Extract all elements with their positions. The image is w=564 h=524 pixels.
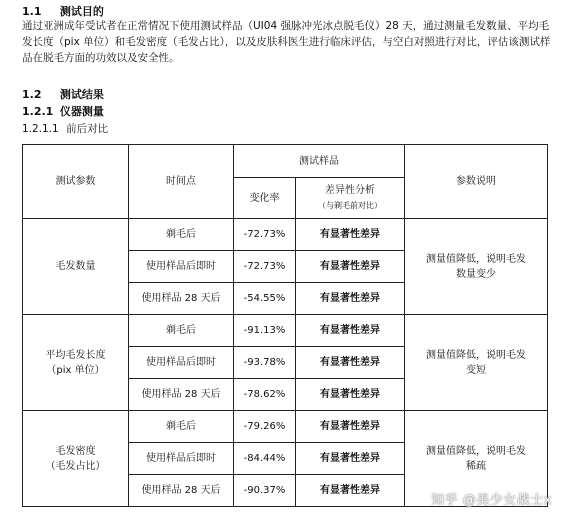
section-title: 测试结果 [59,88,104,101]
time-cell: 剃毛后 [129,411,234,443]
diff-cell: 有显著性差异 [296,443,405,475]
change-cell: -72.73% [234,219,296,251]
header-explain: 参数说明 [405,145,548,219]
explain-line: 测量值降低，说明毛发 [426,253,526,265]
explain-cell [405,315,548,411]
time-cell: 使用样品后即时 [129,347,234,379]
explain-line: 数量变少 [456,268,496,280]
time-cell: 使用样品 28 天后 [129,475,234,507]
watermark: 知乎 @美少女战士x [431,493,552,508]
time-cell: 使用样品 28 天后 [129,283,234,315]
header-time: 时间点 [129,145,234,219]
section-number: 1.2 [22,88,42,101]
change-cell: -84.44% [234,443,296,475]
table-row [23,315,548,347]
param-line: 毛发数量 [55,261,96,272]
section-title: 仪器测量 [59,105,104,118]
subsection-number: 1.2.1.1 [22,123,59,135]
section-heading-1-2-1 [22,103,104,119]
diff-cell: 有显著性差异 [296,315,405,347]
param-cell [23,315,129,411]
time-cell: 使用样品后即时 [129,443,234,475]
change-cell: -93.78% [234,347,296,379]
header-diff [296,178,405,219]
header-sample: 测试样品 [234,145,405,178]
header-change: 变化率 [234,178,296,219]
subsection-title: 前后对比 [66,123,109,135]
section-heading-1-2 [22,86,104,102]
param-cell [23,219,129,315]
section-number: 1.2.1 [22,105,54,118]
time-cell: 使用样品 28 天后 [129,379,234,411]
time-cell: 剃毛后 [129,219,234,251]
explain-line: 测量值降低，说明毛发 [426,445,526,457]
results-table [22,144,548,507]
table-row [23,411,548,443]
header-diff-note: （与剃毛前对比） [318,201,382,210]
section-number: 1.1 [22,5,42,18]
explain-line: 稀疏 [466,460,486,472]
change-cell: -91.13% [234,315,296,347]
change-cell: -90.37% [234,475,296,507]
change-cell: -54.55% [234,283,296,315]
subsection-heading-1-2-1-1 [22,121,108,136]
diff-cell: 有显著性差异 [296,379,405,411]
change-cell: -79.26% [234,411,296,443]
diff-cell: 有显著性差异 [296,475,405,507]
purpose-paragraph: 通过亚洲成年受试者在正常情况下使用测试样品（UI04 强脉冲光冰点脱毛仪）28 天，通过测量毛发数量、平均毛发长度（pix 单位）和毛发密度（毛发占比），以及皮肤科医生进行临床评估，与空白对照进行对比，评估该测试样品在脱毛方面的功效以及安全性。 [22,20,551,64]
time-cell: 使用样品后即时 [129,251,234,283]
table-header-row [23,145,548,178]
change-cell: -72.73% [234,251,296,283]
table-row [23,219,548,251]
section-title: 测试目的 [59,5,104,18]
explain-cell [405,219,548,315]
time-cell: 剃毛后 [129,315,234,347]
param-line: 毛发密度 [55,445,96,457]
section-heading-1-1 [22,3,104,19]
explain-line: 测量值降低，说明毛发 [426,349,526,361]
header-param: 测试参数 [23,145,129,219]
header-diff-label: 差异性分析 [325,185,375,196]
diff-cell: 有显著性差异 [296,347,405,379]
param-line: （毛发占比） [45,460,106,472]
diff-cell: 有显著性差异 [296,251,405,283]
diff-cell: 有显著性差异 [296,283,405,315]
diff-cell: 有显著性差异 [296,411,405,443]
change-cell: -78.62% [234,379,296,411]
param-line: 平均毛发长度 [45,349,106,361]
param-cell [23,411,129,507]
diff-cell: 有显著性差异 [296,219,405,251]
param-line: （pix 单位） [46,364,105,376]
explain-line: 变短 [466,364,486,376]
